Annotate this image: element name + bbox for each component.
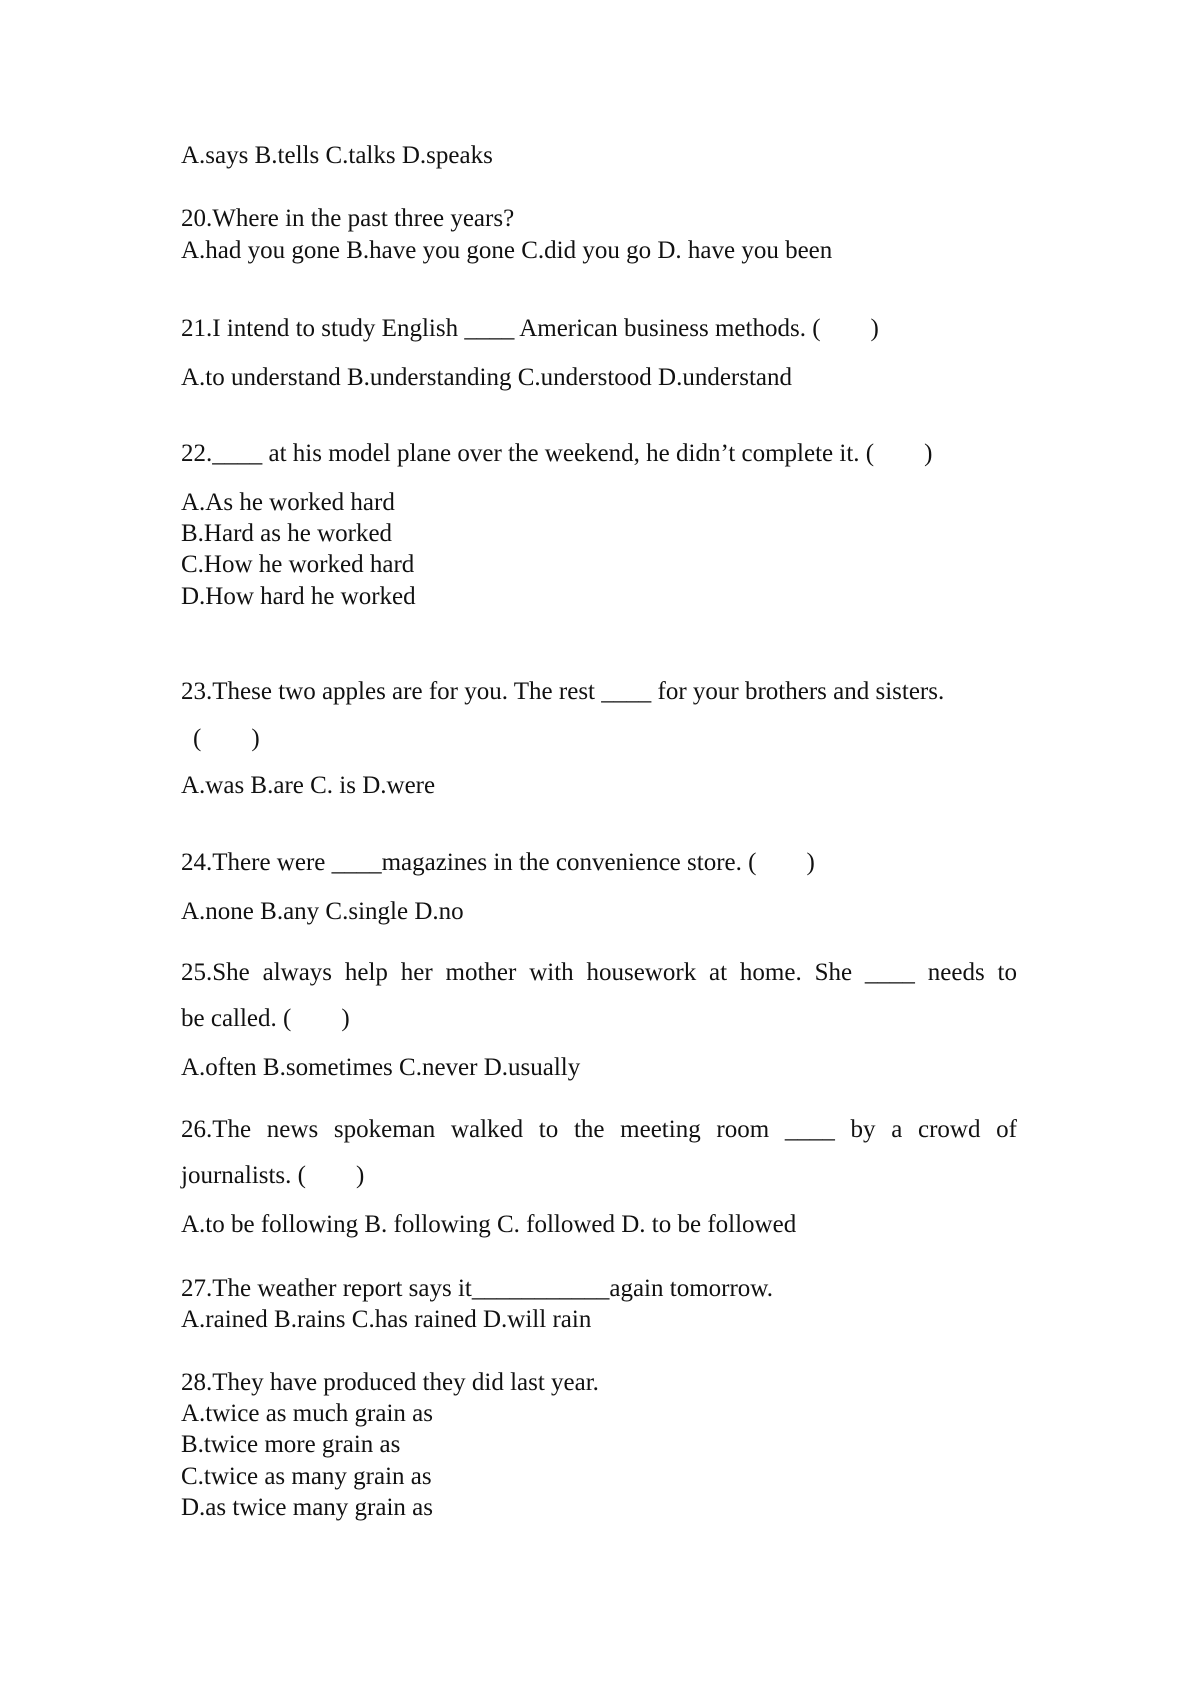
q25-stem-line2: be called. ( ) [181,1005,350,1032]
q22-option-c: C.How he worked hard [181,551,415,578]
q26-stem-line1: 26.The news spokeman walked to the meeting room ____ by a crowd of [181,1116,1017,1143]
q23-bracket: ( ) [193,725,260,752]
q24-stem: 24.There were ____magazines in the convenience store. ( ) [181,849,815,876]
q27-stem: 27.The weather report says it___________again tomorrow. [181,1275,773,1302]
q23-stem: 23.These two apples are for you. The rest ____ for your brothers and sisters. [181,678,945,705]
q28-option-a: A.twice as much grain as [181,1400,434,1427]
q28-option-b: B.twice more grain as [181,1431,401,1458]
q25-stem-line1: 25.She always help her mother with housework at home. She ____ needs to [181,959,1017,986]
q28-stem: 28.They have produced they did last year. [181,1369,599,1396]
q27-options: A.rained B.rains C.has rained D.will rain [181,1306,592,1333]
q21-stem: 21.I intend to study English ____ American business methods. ( ) [181,315,879,342]
q20-stem: 20.Where in the past three years? [181,205,515,232]
q21-options: A.to understand B.understanding C.understood D.understand [181,364,793,391]
q28-option-d: D.as twice many grain as [181,1494,434,1521]
q23-options: A.was B.are C. is D.were [181,772,436,799]
q28-option-c: C.twice as many grain as [181,1463,432,1490]
q22-option-d: D.How hard he worked [181,583,416,610]
q22-stem: 22.____ at his model plane over the weekend, he didn’t complete it. ( ) [181,440,933,467]
q22-option-b: B.Hard as he worked [181,520,393,547]
q26-options: A.to be following B. following C. followed D. to be followed [181,1211,797,1238]
q20-options: A.had you gone B.have you gone C.did you go D. have you been [181,237,833,264]
q24-options: A.none B.any C.single D.no [181,898,464,925]
q19-options: A.says B.tells C.talks D.speaks [181,142,493,169]
q26-stem-line2: journalists. ( ) [181,1162,365,1189]
q25-options: A.often B.sometimes C.never D.usually [181,1054,581,1081]
q22-option-a: A.As he worked hard [181,489,395,516]
